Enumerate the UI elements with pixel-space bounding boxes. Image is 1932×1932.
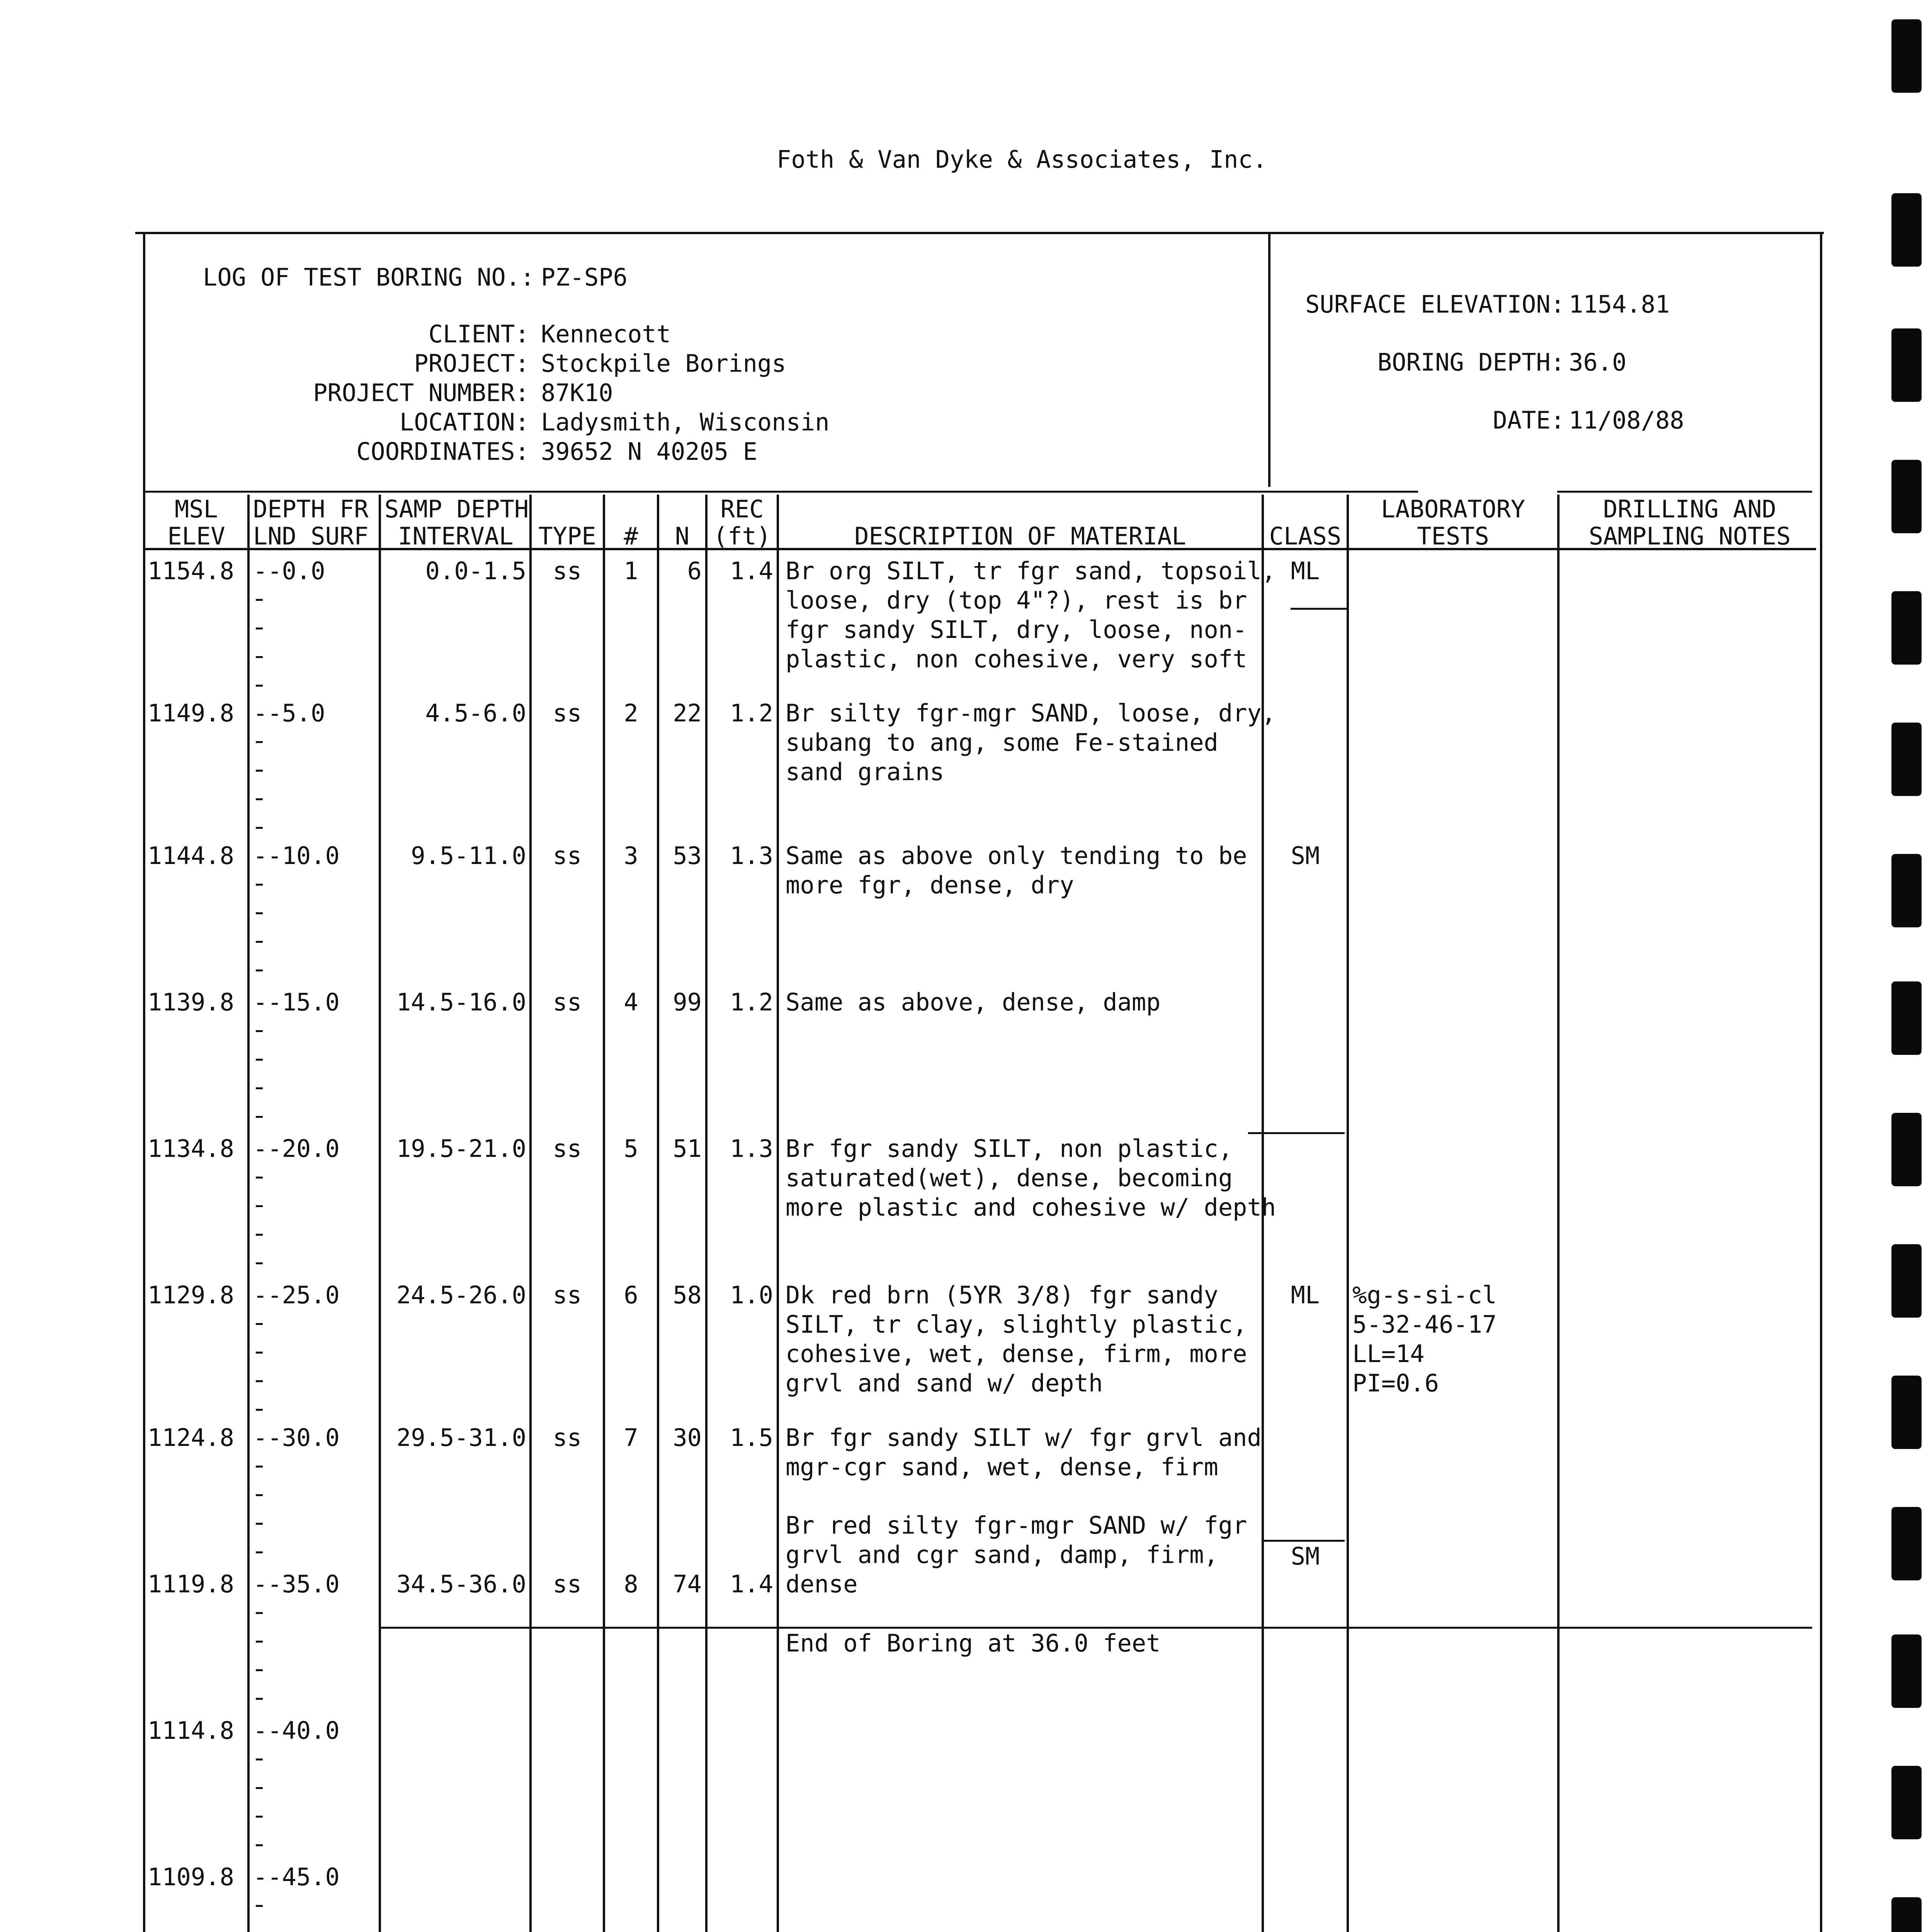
frame-right	[1820, 232, 1822, 1932]
depth: --10.0	[253, 842, 340, 870]
material-description: Br fgr sandy SILT, non plastic, saturated(wet), dense, becoming more plastic and cohesive w/ depth	[786, 1134, 1276, 1221]
depth-tick	[256, 1669, 263, 1671]
client-value: Kennecott	[541, 320, 671, 348]
binding-mark	[1891, 1244, 1922, 1318]
sample-n: 30	[673, 1423, 702, 1452]
depth-tick	[256, 1698, 263, 1700]
soil-class: ML	[1291, 557, 1320, 585]
col-rec: REC	[720, 495, 764, 523]
sample-interval: 29.5-31.0	[396, 1423, 526, 1452]
sample-interval: 14.5-16.0	[396, 988, 526, 1016]
end-of-boring: End of Boring at 36.0 feet	[786, 1629, 1161, 1657]
depth-tick	[256, 1523, 263, 1525]
material-description: Br silty fgr-mgr SAND, loose, dry, subang to ang, some Fe-stained sand grains	[786, 699, 1276, 786]
depth-tick	[256, 1787, 263, 1789]
depth-tick	[256, 1816, 263, 1818]
depth-tick	[256, 1466, 263, 1468]
depth-tick	[256, 912, 263, 914]
depth-tick	[256, 969, 263, 971]
elevation: 1149.8	[148, 699, 234, 727]
depth-tick	[256, 1380, 263, 1382]
material-description: Same as above only tending to be more fgr, dense, dry	[786, 842, 1247, 899]
depth-tick	[256, 1030, 263, 1032]
frame-top-rule	[135, 232, 1824, 234]
depth: --15.0	[253, 988, 340, 1016]
binding-mark	[1891, 723, 1922, 796]
sample-rec: 1.3	[730, 1134, 773, 1163]
laboratory-tests: %g-s-si-cl 5-32-46-17 LL=14 PI=0.6	[1352, 1281, 1497, 1397]
sample-type: ss	[553, 988, 582, 1016]
depth: --5.0	[253, 699, 325, 727]
binding-mark	[1891, 1507, 1922, 1580]
depth-tick	[256, 827, 263, 829]
depth-tick	[256, 1612, 263, 1614]
col-sep	[777, 495, 779, 1932]
depth-tick	[256, 628, 263, 629]
depth: --20.0	[253, 1134, 340, 1163]
sample-number: 8	[624, 1570, 638, 1598]
binding-mark	[1891, 1634, 1922, 1708]
col-interval: INTERVAL	[398, 522, 514, 550]
sample-number: 4	[624, 988, 638, 1016]
depth: --25.0	[253, 1281, 340, 1309]
col-tests: TESTS	[1417, 522, 1489, 550]
sample-number: 1	[624, 557, 638, 585]
depth: --35.0	[253, 1570, 340, 1598]
binding-mark	[1891, 193, 1922, 267]
header-rule	[143, 491, 1418, 493]
sample-number: 6	[624, 1281, 638, 1309]
sample-n: 6	[687, 557, 702, 585]
material-description: Same as above, dense, damp	[786, 988, 1161, 1016]
col-laboratory: LABORATORY	[1381, 495, 1526, 523]
project-label: PROJECT:	[414, 349, 529, 378]
depth-tick	[256, 599, 263, 601]
col-description: DESCRIPTION OF MATERIAL	[854, 522, 1186, 550]
class-rule	[1291, 608, 1347, 610]
sample-number: 3	[624, 842, 638, 870]
col-type: TYPE	[538, 522, 596, 550]
binding-mark	[1891, 328, 1922, 402]
col-class: CLASS	[1269, 522, 1342, 550]
elevation: 1144.8	[148, 842, 234, 870]
boring-depth-label: BORING DEPTH:	[1377, 348, 1565, 376]
sample-rec: 1.3	[730, 842, 773, 870]
col-depth: DEPTH FR	[253, 495, 369, 523]
sample-rec: 1.0	[730, 1281, 773, 1309]
col-sep	[1557, 495, 1560, 1932]
depth-tick	[256, 1905, 263, 1907]
sample-n: 53	[673, 842, 702, 870]
project-value: Stockpile Borings	[541, 349, 786, 378]
col-sampling-notes: SAMPLING NOTES	[1588, 522, 1791, 550]
coordinates-label: COORDINATES:	[356, 437, 529, 466]
sample-type: ss	[553, 1281, 582, 1309]
material-description: Br fgr sandy SILT w/ fgr grvl and mgr-cgr sand, wet, dense, firm	[786, 1423, 1262, 1481]
sample-number: 2	[624, 699, 638, 727]
sample-type: ss	[553, 1570, 582, 1598]
depth: --0.0	[253, 557, 325, 585]
elevation: 1129.8	[148, 1281, 234, 1309]
binding-mark	[1891, 19, 1922, 93]
binding-mark	[1891, 1113, 1922, 1186]
depth-tick	[256, 1262, 263, 1264]
elevation: 1134.8	[148, 1134, 234, 1163]
depth-tick	[256, 1844, 263, 1846]
soil-class: ML	[1291, 1281, 1320, 1309]
client-label: CLIENT:	[428, 320, 529, 348]
location-value: Ladysmith, Wisconsin	[541, 408, 830, 436]
depth-tick	[256, 741, 263, 743]
depth-tick	[256, 1409, 263, 1411]
elevation: 1119.8	[148, 1570, 234, 1598]
elevation: 1139.8	[148, 988, 234, 1016]
sample-interval: 0.0-1.5	[425, 557, 526, 585]
depth: --40.0	[253, 1716, 340, 1745]
depth-tick	[256, 1177, 263, 1179]
material-description: Br red silty fgr-mgr SAND w/ fgr grvl and cgr sand, damp, firm, dense	[786, 1511, 1247, 1598]
col-drilling-notes: DRILLING AND	[1603, 495, 1776, 523]
col-sep	[247, 495, 250, 1932]
depth-tick	[256, 798, 263, 800]
elevation: 1154.8	[148, 557, 234, 585]
soil-class: SM	[1291, 1542, 1320, 1570]
depth-tick	[256, 1059, 263, 1061]
sample-type: ss	[553, 1134, 582, 1163]
depth-tick	[256, 1551, 263, 1553]
surface-elevation-value: 1154.81	[1569, 290, 1670, 318]
log-label: LOG OF TEST BORING NO.:	[203, 263, 535, 291]
location-label: LOCATION:	[400, 408, 529, 436]
sample-number: 5	[624, 1134, 638, 1163]
sample-type: ss	[553, 842, 582, 870]
depth-tick	[256, 1641, 263, 1643]
sample-interval: 4.5-6.0	[425, 699, 526, 727]
surface-elevation-label: SURFACE ELEVATION:	[1305, 290, 1565, 318]
sample-interval: 19.5-21.0	[396, 1134, 526, 1163]
sample-type: ss	[553, 557, 582, 585]
elevation: 1124.8	[148, 1423, 234, 1452]
depth-tick	[256, 1323, 263, 1325]
depth-tick	[256, 685, 263, 687]
binding-mark	[1891, 460, 1922, 533]
sample-rec: 1.5	[730, 1423, 773, 1452]
sample-type: ss	[553, 699, 582, 727]
col-sep	[1347, 495, 1349, 1932]
frame-left	[143, 232, 145, 1932]
col-num: #	[624, 522, 638, 550]
depth-tick	[256, 1234, 263, 1236]
depth-tick	[256, 770, 263, 772]
depth: --30.0	[253, 1423, 340, 1452]
elevation: 1114.8	[148, 1716, 234, 1745]
depth: --45.0	[253, 1863, 340, 1891]
binding-mark	[1891, 981, 1922, 1055]
binding-mark	[1891, 1897, 1922, 1932]
col-rec-ft: (ft)	[713, 522, 771, 550]
company-name: Foth & Van Dyke & Associates, Inc.	[777, 145, 1267, 173]
project-number-label: PROJECT NUMBER:	[313, 379, 529, 407]
sample-interval: 34.5-36.0	[396, 1570, 526, 1598]
boring-depth-value: 36.0	[1569, 348, 1627, 376]
sample-n: 58	[673, 1281, 702, 1309]
col-depth-2: LND SURF	[253, 522, 369, 550]
depth-tick	[256, 656, 263, 658]
depth-tick	[256, 1087, 263, 1089]
elevation: 1109.8	[148, 1863, 234, 1891]
sample-n: 22	[673, 699, 702, 727]
log-value: PZ-SP6	[541, 263, 628, 291]
depth-tick	[256, 941, 263, 943]
sample-rec: 1.4	[730, 1570, 773, 1598]
material-description: Dk red brn (5YR 3/8) fgr sandy SILT, tr clay, slightly plastic, cohesive, wet, dense, firm, more grvl and sand w/ depth	[786, 1281, 1247, 1397]
col-msl: MSL	[175, 495, 218, 523]
sample-interval: 9.5-11.0	[411, 842, 526, 870]
depth-tick	[256, 884, 263, 886]
sample-rec: 1.2	[730, 699, 773, 727]
sample-n: 51	[673, 1134, 702, 1163]
binding-mark	[1891, 1766, 1922, 1839]
depth-tick	[256, 1494, 263, 1496]
header-rule-right	[1557, 491, 1812, 493]
date-value: 11/08/88	[1569, 406, 1684, 434]
sample-interval: 24.5-26.0	[396, 1281, 526, 1309]
sample-n: 74	[673, 1570, 702, 1598]
depth-tick	[256, 1205, 263, 1207]
col-samp: SAMP DEPTH	[384, 495, 529, 523]
binding-mark	[1891, 1376, 1922, 1449]
sample-rec: 1.4	[730, 557, 773, 585]
sample-number: 7	[624, 1423, 638, 1452]
coordinates-value: 39652 N 40205 E	[541, 437, 757, 466]
sample-rec: 1.2	[730, 988, 773, 1016]
material-description: Br org SILT, tr fgr sand, topsoil, loose, dry (top 4"?), rest is br fgr sandy SILT, dry, loose, non- plastic, non cohesive, very soft	[786, 557, 1276, 673]
binding-mark	[1891, 591, 1922, 665]
col-elev: ELEV	[167, 522, 225, 550]
depth-tick	[256, 1352, 263, 1354]
depth-tick	[256, 1759, 263, 1760]
col-n: N	[675, 522, 690, 550]
binding-mark	[1891, 854, 1922, 927]
date-label: DATE:	[1493, 406, 1565, 434]
sample-type: ss	[553, 1423, 582, 1452]
sample-n: 99	[673, 988, 702, 1016]
project-number-value: 87K10	[541, 379, 613, 407]
soil-class: SM	[1291, 842, 1320, 870]
depth-tick	[256, 1116, 263, 1118]
info-divider	[1268, 232, 1270, 487]
